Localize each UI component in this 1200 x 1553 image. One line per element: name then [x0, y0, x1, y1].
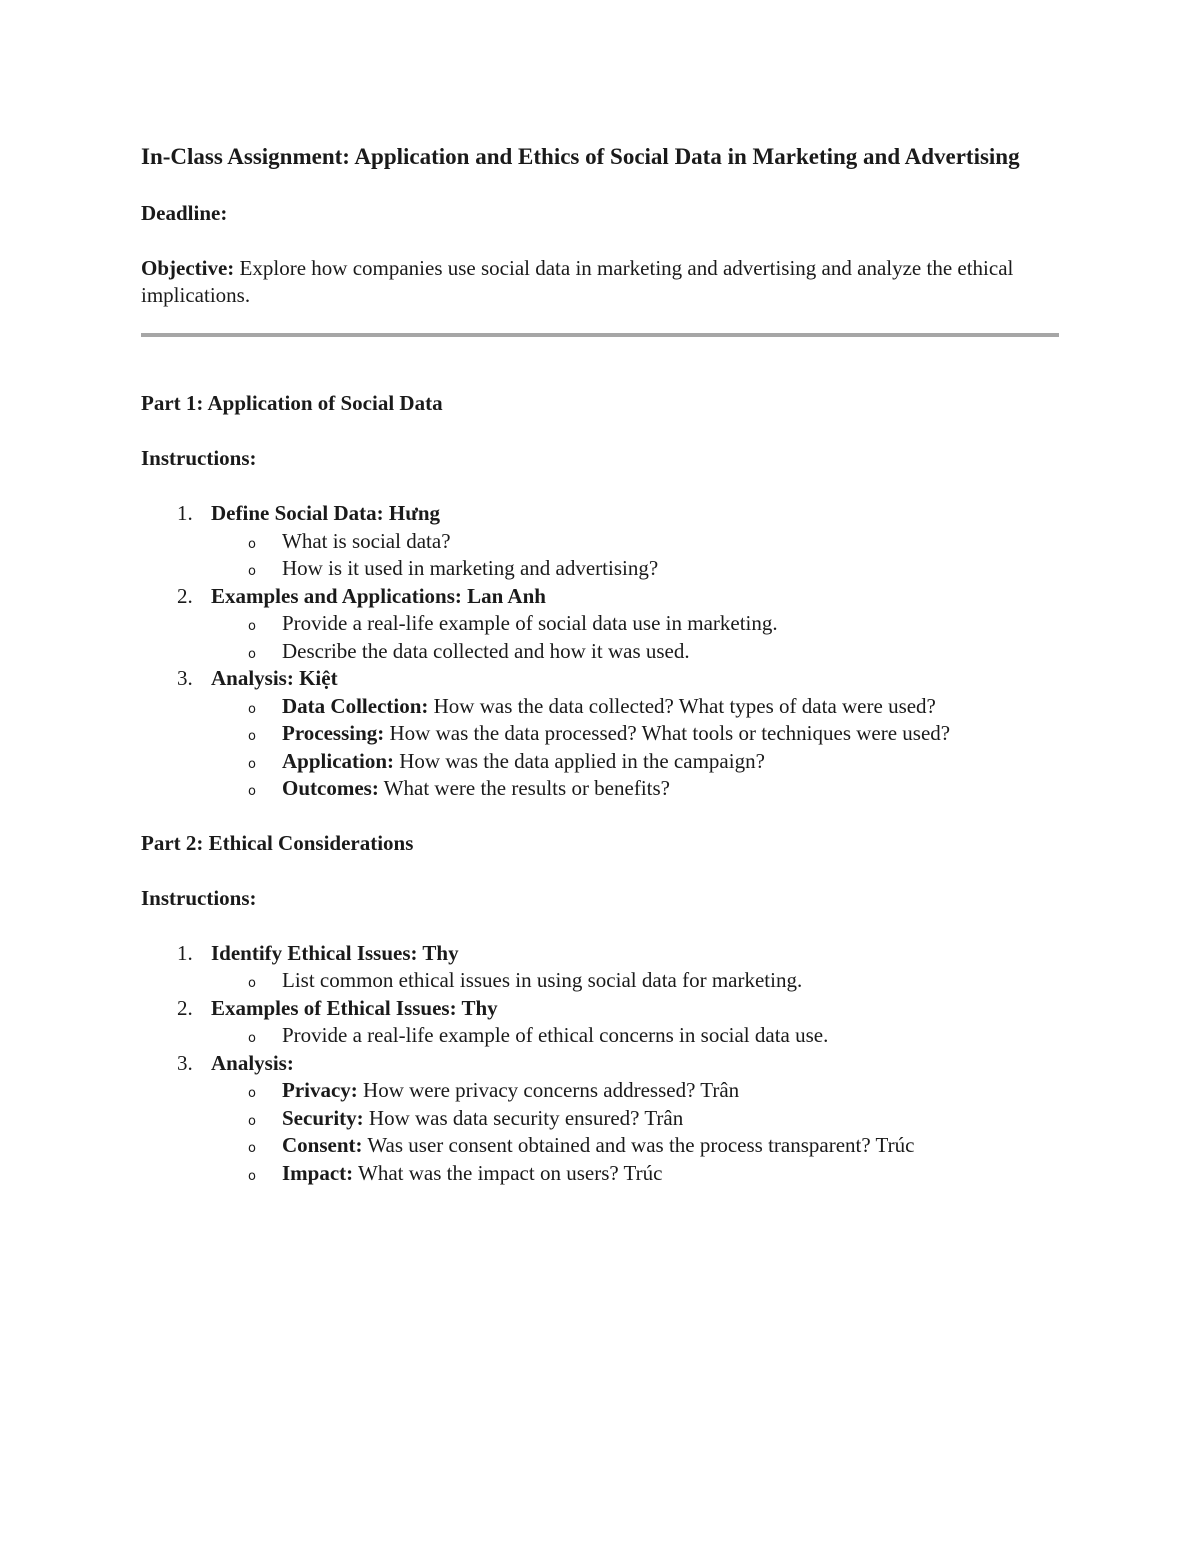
part2-instructions-label: Instructions:	[141, 885, 257, 910]
bullet-icon: o	[248, 784, 256, 799]
sub-item-text: How was the data processed? What tools or techniques were used?	[384, 721, 951, 745]
list-number: 3.	[177, 666, 193, 690]
list-number: 2.	[177, 583, 193, 608]
sub-item-text: What is social data?	[282, 528, 451, 553]
list-number: 3.	[177, 1050, 193, 1075]
sub-list-item	[211, 1105, 1059, 1133]
bullet-icon: o	[248, 1113, 256, 1129]
sub-item-bold-label: Application:	[282, 748, 395, 773]
sub-list	[211, 693, 1059, 803]
bullet-icon: o	[248, 729, 256, 744]
part2-list	[141, 940, 1059, 1188]
horizontal-divider	[141, 333, 1059, 337]
sub-item-text: Provide a real-life example of ethical concerns in social data use.	[282, 1023, 829, 1047]
sub-list-item	[211, 555, 1059, 583]
bullet-icon: o	[248, 536, 256, 552]
sub-list-item	[211, 1160, 1059, 1188]
list-item-label: Analysis:	[211, 1050, 294, 1075]
sub-item-text: How was the data applied in the campaign?	[394, 748, 765, 773]
sub-item-bold-label: Consent:	[282, 1133, 363, 1157]
sub-list-item	[211, 610, 1059, 638]
list-item	[141, 665, 1059, 803]
part2-title: Part 2: Ethical Considerations	[141, 830, 414, 855]
sub-item-bold-label: Impact:	[282, 1160, 354, 1185]
bullet-icon: o	[248, 1086, 256, 1101]
bullet-icon: o	[248, 976, 256, 991]
sub-list-item	[211, 1022, 1059, 1050]
sub-item-bold-label: Security:	[282, 1105, 364, 1130]
list-item	[141, 500, 1059, 583]
sub-list	[211, 610, 1059, 665]
part1-title: Part 1: Application of Social Data	[141, 391, 443, 415]
sub-list-item	[211, 693, 1059, 721]
sub-list-item	[211, 638, 1059, 666]
sub-item-text: How were privacy concerns addressed? Trân	[357, 1078, 740, 1102]
sub-list	[211, 1077, 1059, 1187]
objective-paragraph	[141, 255, 1059, 309]
sub-item-text: What were the results or benefits?	[378, 776, 670, 800]
sub-item-text: Provide a real-life example of social data use in marketing.	[282, 611, 778, 635]
sub-item-bold-label: Data Collection:	[282, 693, 429, 718]
bullet-icon: o	[248, 619, 256, 634]
list-item-label: Examples and Applications: Lan Anh	[211, 583, 546, 608]
objective-text: Explore how companies use social data in marketing and advertising and analyze the ethical implications.	[141, 256, 1014, 307]
sub-list	[211, 1022, 1059, 1050]
sub-item-text: List common ethical issues in using social data for marketing.	[282, 968, 803, 992]
part1-list	[141, 500, 1059, 803]
bullet-icon: o	[248, 1168, 256, 1184]
sub-list	[211, 528, 1059, 583]
sub-item-text: Describe the data collected and how it was used.	[282, 638, 690, 663]
list-item	[141, 940, 1059, 995]
list-item-label: Analysis: Kiệt	[211, 666, 338, 690]
list-item-label: Examples of Ethical Issues: Thy	[211, 995, 498, 1020]
bullet-icon: o	[248, 756, 256, 772]
list-number: 2.	[177, 995, 193, 1020]
sub-list-item	[211, 1132, 1059, 1160]
sub-item-text: How was data security ensured? Trân	[363, 1105, 684, 1130]
document-page	[141, 142, 1059, 1187]
deadline-label: Deadline:	[141, 201, 228, 225]
bullet-icon: o	[248, 701, 256, 717]
sub-list	[211, 967, 1059, 995]
sub-list-item	[211, 720, 1059, 748]
sub-item-bold-label: Privacy:	[282, 1078, 358, 1102]
sub-item-bold-label: Processing:	[282, 721, 385, 745]
sub-list-item	[211, 967, 1059, 995]
sub-list-item	[211, 748, 1059, 776]
sub-list-item	[211, 1077, 1059, 1105]
sub-item-text: Was user consent obtained and was the process transparent? Trúc	[362, 1133, 915, 1157]
sub-list-item	[211, 528, 1059, 556]
list-item	[141, 995, 1059, 1050]
sub-item-text: How is it used in marketing and advertising?	[282, 556, 659, 580]
bullet-icon: o	[248, 1141, 256, 1156]
bullet-icon: o	[248, 1031, 256, 1046]
sub-item-bold-label: Outcomes:	[282, 776, 379, 800]
document-title: In-Class Assignment: Application and Ethics of Social Data in Marketing and Advertising	[141, 144, 1020, 169]
list-item-label: Identify Ethical Issues: Thy	[211, 940, 459, 965]
list-number: 1.	[177, 940, 193, 965]
list-item-label: Define Social Data: Hưng	[211, 501, 441, 525]
list-item	[141, 583, 1059, 666]
objective-label: Objective:	[141, 256, 235, 280]
part1-instructions-label: Instructions:	[141, 446, 257, 470]
bullet-icon: o	[248, 564, 256, 579]
list-item	[141, 1050, 1059, 1188]
sub-item-text: How was the data collected? What types of data were used?	[428, 693, 936, 718]
list-number: 1.	[177, 501, 193, 525]
bullet-icon: o	[248, 646, 256, 662]
sub-item-text: What was the impact on users? Trúc	[353, 1160, 663, 1185]
sub-list-item	[211, 775, 1059, 803]
